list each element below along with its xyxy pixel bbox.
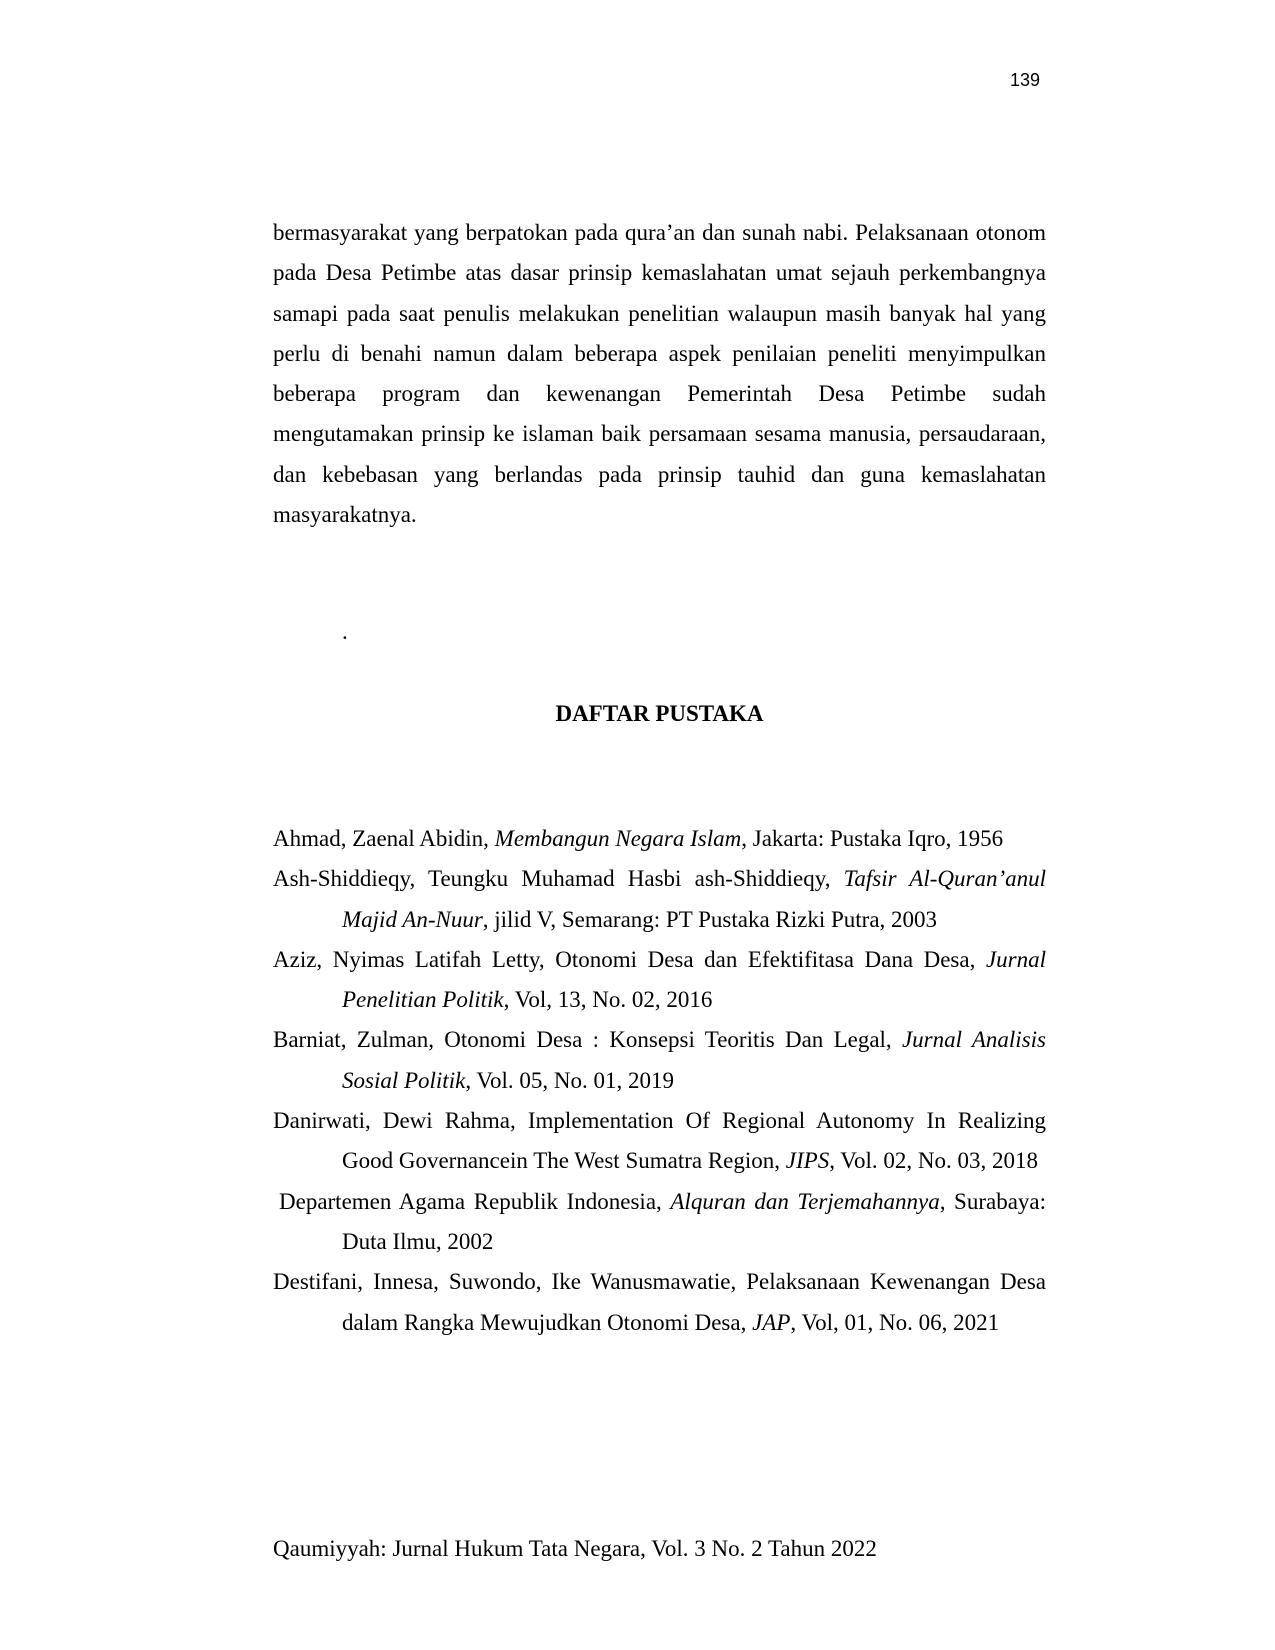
reference-text: Ash-Shiddieqy, Teungku Muhamad Hasbi ash-Shiddieqy, [273,866,844,892]
reference-title: JAP [752,1309,791,1335]
reference-text: , Surabaya: Duta Ilmu, 2002 [342,1188,1047,1254]
reference-item [273,1182,1046,1263]
section-title: DAFTAR PUSTAKA [555,701,764,726]
reference-title: Alquran dan Terjemahannya [670,1188,940,1214]
reference-item [273,1101,1046,1182]
reference-text: , jilid V, Semarang: PT Pustaka Rizki Putra, 2003 [482,906,938,932]
stray-dot: . [342,619,348,644]
reference-text: Danirwati, Dewi Rahma, Implementation Of Regional Autonomy In Realizing Good Governancein The West Sumatra Region, [273,1108,1046,1174]
reference-list [273,819,1046,1343]
reference-title: Tafsir Al-Quran’anul Majid An-Nuur [342,866,1047,932]
journal-footer: Qaumiyyah: Jurnal Hukum Tata Negara, Vol. 3 No. 2 Tahun 2022 [273,1536,877,1561]
reference-text: , Jakarta: Pustaka Iqro, 1956 [741,826,1004,851]
reference-item [273,819,1046,859]
reference-text: , Vol, 13, No. 02, 2016 [503,987,713,1013]
reference-text: Barniat, Zulman, Otonomi Desa : Konsepsi Teoritis Dan Legal, [273,1027,902,1053]
reference-item [273,940,1046,1021]
reference-item [273,1020,1046,1101]
reference-title: Jurnal Penelitian Politik [342,946,1046,1013]
reference-text: , Vol, 01, No. 06, 2021 [790,1309,1000,1335]
reference-text: Aziz, Nyimas Latifah Letty, Otonomi Desa dan Efektifitasa Dana Desa, [273,946,986,972]
reference-title: Membangun Negara Islam [494,826,742,851]
reference-item [273,1262,1046,1343]
page-number: 139 [1010,70,1041,90]
reference-text: Destifani, Innesa, Suwondo, Ike Wanusmawatie, Pelaksanaan Kewenangan Desa dalam Rangka Mewujudkan Otonomi Desa, [273,1269,1046,1335]
reference-item [273,859,1046,940]
reference-text: , Vol. 05, No. 01, 2019 [465,1067,675,1093]
reference-title: JIPS [785,1148,830,1174]
body-paragraph: bermasyarakat yang berpatokan pada qura’an dan sunah nabi. Pelaksanaan otonom pada Desa Petimbe atas dasar prinsip kemaslahatan umat sejauh perkembangnya samapi pada saat penulis melakukan penelitian walaupun masih banyak hal yang perlu di benahi namun dalam beberapa aspek penilaian peneliti menyimpulkan beberapa program dan kewenangan Pemerintah Desa Petimbe sudah mengutamakan prinsip ke islaman baik persamaan sesama manusia, persaudaraan, dan kebebasan yang berlandas pada prinsip tauhid dan guna kemaslahatan masyarakatnya. [273,220,1046,528]
reference-text: Ahmad, Zaenal Abidin, [273,826,495,851]
reference-text: Departemen Agama Republik Indonesia, [279,1188,671,1214]
reference-text: , Vol. 02, No. 03, 2018 [829,1148,1038,1174]
reference-title: Jurnal Analisis Sosial Politik [342,1027,1046,1093]
